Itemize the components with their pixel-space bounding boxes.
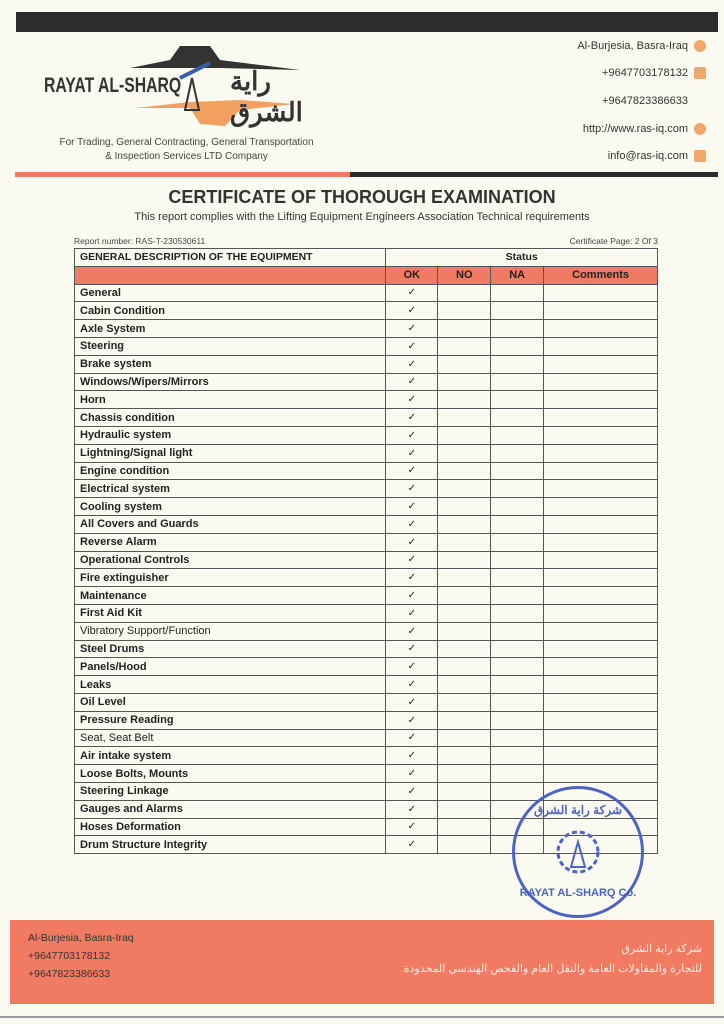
ok-check: ✓: [386, 302, 438, 320]
ok-check: ✓: [386, 640, 438, 658]
item-label: Horn: [75, 391, 386, 409]
no-cell: [438, 480, 491, 498]
item-label: General: [75, 284, 386, 302]
item-label: Loose Bolts, Mounts: [75, 765, 386, 783]
no-cell: [438, 711, 491, 729]
item-label: Reverse Alarm: [75, 533, 386, 551]
comments-cell: [544, 693, 658, 711]
item-label: Oil Level: [75, 693, 386, 711]
table-row: [75, 533, 658, 551]
examination-table: [74, 248, 658, 854]
item-label: Panels/Hood: [75, 658, 386, 676]
comments-cell: [544, 622, 658, 640]
contact-email: [608, 150, 706, 162]
description-header: GENERAL DESCRIPTION OF THE EQUIPMENT: [75, 249, 386, 267]
no-cell: [438, 640, 491, 658]
comments-cell: [544, 587, 658, 605]
no-cell: [438, 391, 491, 409]
ok-check: ✓: [386, 337, 438, 355]
comments-cell: [544, 604, 658, 622]
phone-icon: [694, 67, 706, 79]
table-row: [75, 444, 658, 462]
table-row: [75, 302, 658, 320]
item-label: Gauges and Alarms: [75, 800, 386, 818]
page-subtitle: This report complies with the Lifting Equipment Engineers Association Technical requirements: [134, 211, 590, 223]
table-row: [75, 747, 658, 765]
col-no: NO: [438, 266, 491, 284]
item-label: Operational Controls: [75, 551, 386, 569]
comments-cell: [544, 337, 658, 355]
no-cell: [438, 604, 491, 622]
na-cell: [491, 284, 544, 302]
table-row: [75, 284, 658, 302]
item-label: Hydraulic system: [75, 426, 386, 444]
divider-dark: [350, 172, 718, 177]
tagline-line-2: & Inspection Services LTD Company: [105, 151, 268, 162]
table-row: [75, 658, 658, 676]
na-cell: [491, 391, 544, 409]
ok-check: ✓: [386, 622, 438, 640]
item-label: Steering Linkage: [75, 782, 386, 800]
status-header: Status: [386, 249, 658, 267]
item-label: Pressure Reading: [75, 711, 386, 729]
no-cell: [438, 409, 491, 427]
contact-phone-1: [602, 67, 706, 79]
no-cell: [438, 569, 491, 587]
col-na: NA: [491, 266, 544, 284]
na-cell: [491, 587, 544, 605]
ok-check: ✓: [386, 658, 438, 676]
ok-check: ✓: [386, 391, 438, 409]
ok-check: ✓: [386, 551, 438, 569]
comments-cell: [544, 284, 658, 302]
na-cell: [491, 462, 544, 480]
table-row: [75, 569, 658, 587]
table-row: [75, 765, 658, 783]
footer-phone-1: +9647703178132: [28, 950, 111, 962]
na-cell: [491, 498, 544, 516]
comments-cell: [544, 498, 658, 516]
no-cell: [438, 337, 491, 355]
na-cell: [491, 426, 544, 444]
item-label: Steel Drums: [75, 640, 386, 658]
email-link[interactable]: info@ras-iq.com: [607, 150, 688, 162]
comments-cell: [544, 658, 658, 676]
table-row: [75, 480, 658, 498]
no-cell: [438, 462, 491, 480]
item-label: Fire extinguisher: [75, 569, 386, 587]
comments-cell: [544, 391, 658, 409]
na-cell: [491, 782, 544, 800]
company-stamp: [512, 786, 644, 918]
item-label: Chassis condition: [75, 409, 386, 427]
item-label: Cooling system: [75, 498, 386, 516]
table-row: [75, 729, 658, 747]
na-cell: [491, 515, 544, 533]
contact-address: [577, 40, 706, 52]
ok-check: ✓: [386, 355, 438, 373]
na-cell: [491, 302, 544, 320]
ok-check: ✓: [386, 800, 438, 818]
ok-check: ✓: [386, 747, 438, 765]
item-label: Maintenance: [75, 587, 386, 605]
table-row: [75, 622, 658, 640]
ok-check: ✓: [386, 498, 438, 516]
ok-check: ✓: [386, 480, 438, 498]
item-label: Cabin Condition: [75, 302, 386, 320]
table-row: [75, 640, 658, 658]
no-cell: [438, 373, 491, 391]
table-row: [75, 515, 658, 533]
table-row: [75, 693, 658, 711]
na-cell: [491, 569, 544, 587]
table-row: [75, 587, 658, 605]
phone-text: +9647703178132: [602, 67, 688, 79]
ok-check: ✓: [386, 729, 438, 747]
item-label: Seat, Seat Belt: [75, 729, 386, 747]
na-cell: [491, 604, 544, 622]
item-label: First Aid Kit: [75, 604, 386, 622]
item-label: Vibratory Support/Function: [75, 622, 386, 640]
mail-icon: [694, 150, 706, 162]
na-cell: [491, 640, 544, 658]
no-cell: [438, 533, 491, 551]
ok-check: ✓: [386, 782, 438, 800]
stamp-text-ar: شركة راية الشرق: [533, 803, 623, 817]
no-cell: [438, 444, 491, 462]
ok-check: ✓: [386, 462, 438, 480]
ok-check: ✓: [386, 818, 438, 836]
footer: [10, 920, 714, 1004]
ok-check: ✓: [386, 693, 438, 711]
stamp-text-en: RAYAT AL-SHARQ Co.: [519, 887, 637, 899]
table-row: [75, 462, 658, 480]
na-cell: [491, 533, 544, 551]
ok-check: ✓: [386, 515, 438, 533]
footer-company-ar: شركة راية الشرق: [621, 943, 702, 955]
no-cell: [438, 658, 491, 676]
no-cell: [438, 320, 491, 338]
table-row: [75, 391, 658, 409]
comments-cell: [544, 373, 658, 391]
footer-description-ar: للتجارة والمقاولات العامة والنقل العام والفحص الهندسي المحدودة: [403, 963, 702, 975]
na-cell: [491, 765, 544, 783]
no-cell: [438, 729, 491, 747]
website-link[interactable]: http://www.ras-iq.com: [582, 123, 688, 135]
ok-check: ✓: [386, 711, 438, 729]
ok-check: ✓: [386, 587, 438, 605]
globe-icon: [694, 123, 706, 135]
brand-name-en: RAYAT AL-SHARQ: [44, 74, 182, 97]
na-cell: [491, 729, 544, 747]
na-cell: [491, 693, 544, 711]
table-row: [75, 355, 658, 373]
no-cell: [438, 515, 491, 533]
item-label: Axle System: [75, 320, 386, 338]
table-row: [75, 711, 658, 729]
col-comments: Comments: [544, 266, 658, 284]
table-row: [75, 320, 658, 338]
no-cell: [438, 676, 491, 694]
item-label: Drum Structure Integrity: [75, 836, 386, 854]
item-label: Windows/Wipers/Mirrors: [75, 373, 386, 391]
na-cell: [491, 747, 544, 765]
no-cell: [438, 693, 491, 711]
tagline-line-1: For Trading, General Contracting, General Transportation: [59, 137, 314, 148]
footer-phone-2: +9647823386633: [28, 968, 111, 980]
ok-check: ✓: [386, 676, 438, 694]
no-cell: [438, 765, 491, 783]
comments-cell: [544, 355, 658, 373]
address-text: Al-Burjesia, Basra-Iraq: [577, 40, 688, 52]
table-row: [75, 337, 658, 355]
table-row: [75, 604, 658, 622]
item-label: Electrical system: [75, 480, 386, 498]
page-title: CERTIFICATE OF THOROUGH EXAMINATION: [168, 187, 556, 207]
no-cell: [438, 498, 491, 516]
comments-cell: [544, 426, 658, 444]
ok-check: ✓: [386, 409, 438, 427]
item-label: All Covers and Guards: [75, 515, 386, 533]
no-cell: [438, 355, 491, 373]
ok-check: ✓: [386, 320, 438, 338]
na-cell: [491, 337, 544, 355]
divider-accent: [15, 172, 350, 177]
item-label: Engine condition: [75, 462, 386, 480]
table-row: [75, 409, 658, 427]
report-number: Report number: RAS-T-230530611: [74, 236, 206, 246]
ok-check: ✓: [386, 444, 438, 462]
table-row: [75, 373, 658, 391]
no-cell: [438, 587, 491, 605]
na-cell: [491, 676, 544, 694]
ok-check: ✓: [386, 426, 438, 444]
comments-cell: [544, 480, 658, 498]
na-cell: [491, 711, 544, 729]
ok-check: ✓: [386, 604, 438, 622]
item-label: Brake system: [75, 355, 386, 373]
ok-check: ✓: [386, 533, 438, 551]
comments-cell: [544, 302, 658, 320]
na-cell: [491, 622, 544, 640]
col-ok: OK: [386, 266, 438, 284]
table-row: [75, 676, 658, 694]
comments-cell: [544, 640, 658, 658]
comments-cell: [544, 765, 658, 783]
comments-cell: [544, 747, 658, 765]
table-row: [75, 426, 658, 444]
comments-cell: [544, 569, 658, 587]
no-cell: [438, 302, 491, 320]
no-cell: [438, 747, 491, 765]
comments-cell: [544, 711, 658, 729]
comments-cell: [544, 729, 658, 747]
certificate-page: Certificate Page: 2 Of 3: [569, 236, 658, 246]
comments-cell: [544, 409, 658, 427]
footer-address: Al-Burjesia, Basra-Iraq: [28, 932, 134, 944]
item-label: Air intake system: [75, 747, 386, 765]
contact-website: [583, 123, 706, 135]
na-cell: [491, 320, 544, 338]
no-cell: [438, 622, 491, 640]
na-cell: [491, 444, 544, 462]
comments-cell: [544, 515, 658, 533]
phone-text: +9647823386633: [602, 95, 688, 107]
no-cell: [438, 284, 491, 302]
comments-cell: [544, 551, 658, 569]
na-cell: [491, 658, 544, 676]
comments-cell: [544, 320, 658, 338]
na-cell: [491, 551, 544, 569]
na-cell: [491, 355, 544, 373]
top-bar: [16, 12, 718, 32]
no-cell: [438, 836, 491, 854]
na-cell: [491, 373, 544, 391]
ok-check: ✓: [386, 284, 438, 302]
comments-cell: [544, 676, 658, 694]
no-cell: [438, 426, 491, 444]
comments-cell: [544, 533, 658, 551]
location-icon: [694, 40, 706, 52]
no-cell: [438, 551, 491, 569]
ok-check: ✓: [386, 569, 438, 587]
table-row: [75, 498, 658, 516]
no-cell: [438, 818, 491, 836]
item-label: Hoses Deformation: [75, 818, 386, 836]
comments-cell: [544, 462, 658, 480]
ok-check: ✓: [386, 765, 438, 783]
brand-name-ar: راية الشرق: [230, 66, 303, 127]
ok-check: ✓: [386, 373, 438, 391]
no-cell: [438, 782, 491, 800]
company-tagline: [44, 136, 329, 164]
item-label: Steering: [75, 337, 386, 355]
company-logo: [40, 38, 340, 148]
header-blank: [75, 266, 386, 284]
table-row: [75, 551, 658, 569]
na-cell: [491, 480, 544, 498]
comments-cell: [544, 444, 658, 462]
na-cell: [491, 409, 544, 427]
item-label: Leaks: [75, 676, 386, 694]
item-label: Lightning/Signal light: [75, 444, 386, 462]
no-cell: [438, 800, 491, 818]
contact-phone-2: [602, 95, 706, 107]
ok-check: ✓: [386, 836, 438, 854]
bottom-rule: [0, 1016, 724, 1018]
stamp-emblem-icon: [553, 827, 603, 877]
